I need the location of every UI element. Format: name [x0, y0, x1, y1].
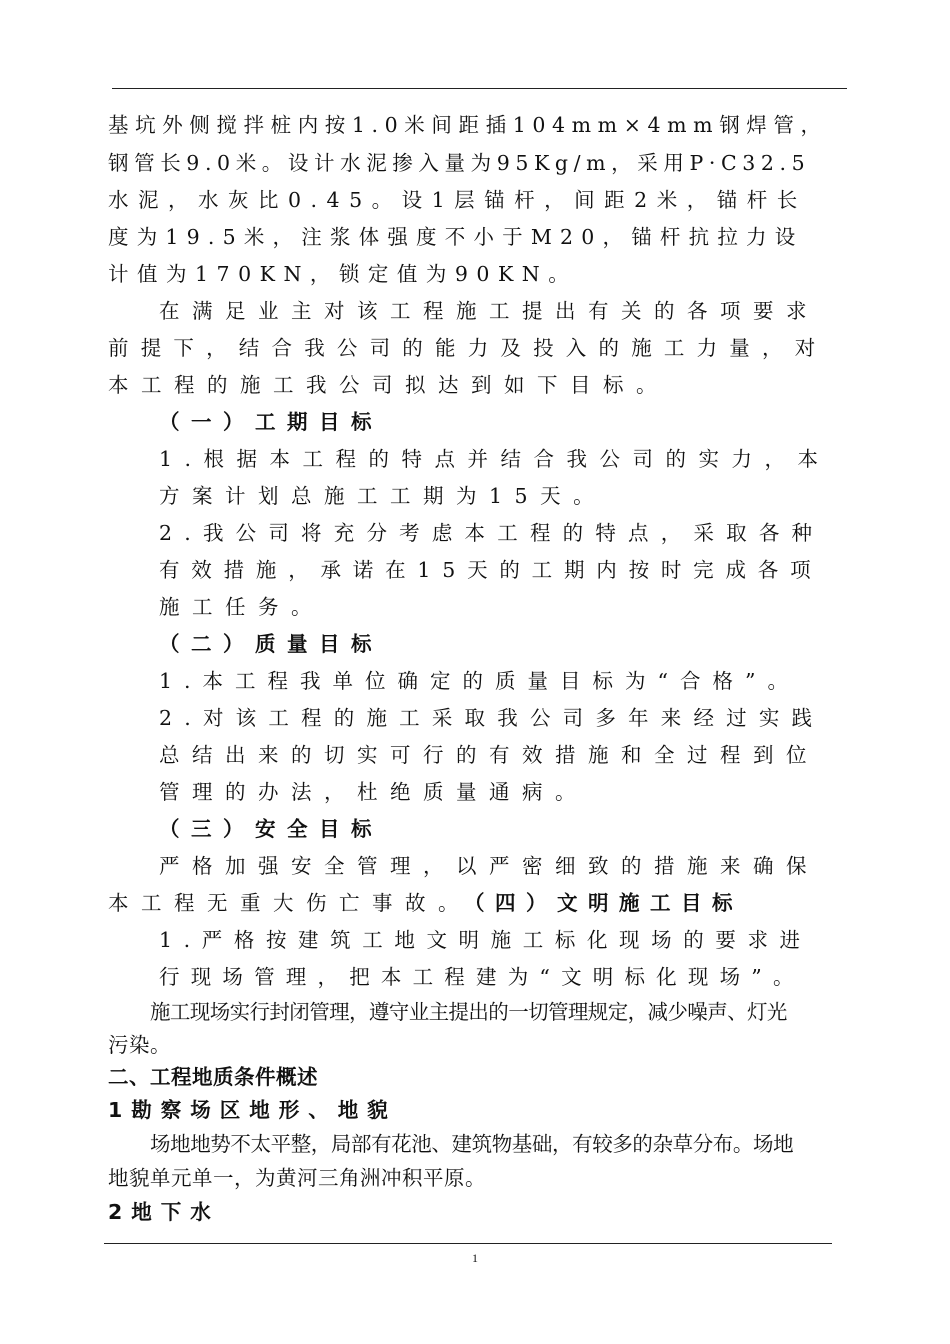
para2-line1: 在满足业主对该工程施工提出有关的各项要求 — [159, 299, 819, 323]
page-number: 1 — [472, 1251, 478, 1265]
heading-safety-goal: （三）安全目标 — [159, 817, 383, 841]
civilized-item1-line1: 1.严格按建筑工地文明施工标化现场的要求进 — [159, 928, 812, 952]
schedule-item2-line3: 施工任务。 — [159, 595, 324, 619]
para1-line2: 钢管长9.0米。设计水泥掺入量为95Kg/m，采用P·C32.5 — [108, 151, 811, 175]
quality-item2-line2: 总结出来的切实可行的有效措施和全过程到位 — [159, 743, 819, 767]
section2-heading: 二、工程地质条件概述 — [108, 1065, 318, 1089]
para1-line5: 计值为170KN，锁定值为90KN。 — [108, 262, 578, 286]
heading-schedule-goal: （一）工期目标 — [159, 410, 383, 434]
quality-item2-line3: 管理的办法，杜绝质量通病。 — [159, 780, 588, 804]
para1-line1: 基坑外侧搅拌桩内按1.0米间距插104mm×4mm钢焊管， — [108, 113, 828, 137]
schedule-item1-line1: 1.根据本工程的特点并结合我公司的实力，本 — [159, 447, 831, 471]
subsection1-heading: 1勘察场区地形、地貌 — [108, 1098, 397, 1122]
terrain-line1: 场地地势不太平整，局部有花池、建筑物基础，有较多的杂草分布。场地 — [150, 1132, 794, 1156]
schedule-item2-line1: 2.我公司将充分考虑本工程的特点，采取各种 — [159, 521, 825, 545]
safety-line1: 严格加强安全管理，以严密细致的措施来确保 — [159, 854, 819, 878]
quality-item1: 1.本工程我单位确定的质量目标为“合格”。 — [159, 669, 801, 693]
terrain-line2: 地貌单元单一，为黄河三角洲冲积平原。 — [108, 1166, 486, 1190]
schedule-item2-line2: 有效措施，承诺在15天的工期内按时完成各项 — [159, 558, 823, 582]
schedule-item1-line2: 方案计划总施工工期为15天。 — [159, 484, 607, 508]
header-rule — [112, 88, 847, 89]
site-management-line1: 施工现场实行封闭管理，遵守业主提出的一切管理规定，减少噪声、灯光 — [150, 1000, 787, 1024]
para2-line3: 本工程的施工我公司拟达到如下目标。 — [108, 373, 669, 397]
heading-quality-goal: （二）质量目标 — [159, 632, 383, 656]
para2-line2: 前提下，结合我公司的能力及投入的施工力量，对 — [108, 336, 828, 360]
site-management-line2: 污染。 — [108, 1033, 171, 1057]
quality-item2-line1: 2.对该工程的施工采取我公司多年来经过实践 — [159, 706, 825, 730]
para1-line4: 度为19.5米，注浆体强度不小于M20，锚杆抗拉力设 — [108, 225, 804, 249]
para1-line3: 水泥，水灰比0.45。设1层锚杆，间距2米，锚杆长 — [108, 188, 807, 212]
civilized-item1-line2: 行现场管理，把本工程建为“文明标化现场”。 — [159, 965, 805, 989]
heading-civilized-construction-goal: （四）文明施工目标 — [464, 891, 743, 915]
safety-line2: 本工程无重大伤亡事故。 — [108, 891, 471, 915]
footer-rule — [104, 1243, 832, 1244]
subsection2-heading: 2地下水 — [108, 1200, 220, 1224]
